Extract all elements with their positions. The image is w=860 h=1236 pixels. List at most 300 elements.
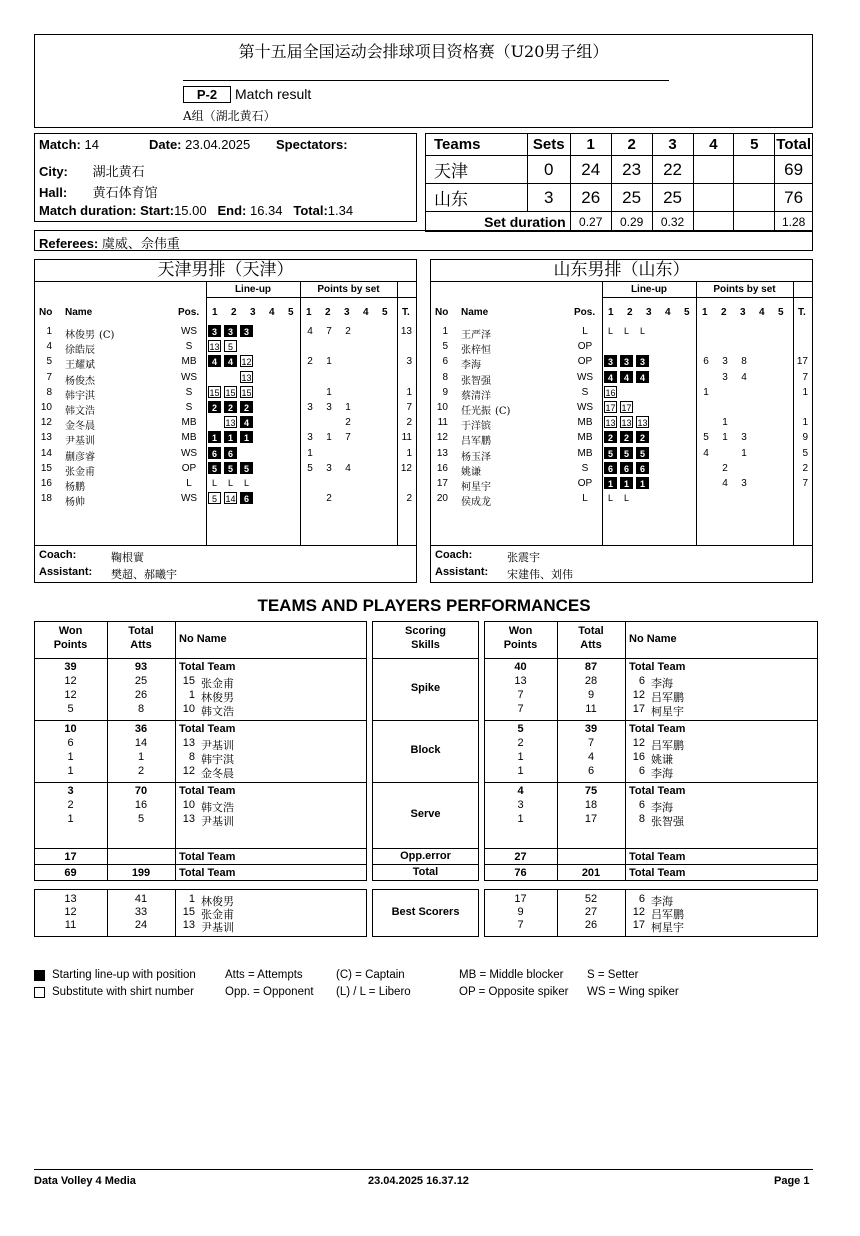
player-position: L <box>582 493 588 505</box>
score-b-set5 <box>734 184 775 212</box>
player-name <box>65 341 99 356</box>
total-team-label: Total Team <box>629 723 686 735</box>
perf-player-number: 10 <box>182 703 195 715</box>
total-team-label: Total Team <box>629 867 686 879</box>
best-player-number: 1 <box>188 893 195 905</box>
total-atts: 87 <box>584 661 598 673</box>
substitute-number: 13 <box>605 418 616 429</box>
player-lineup <box>208 401 256 413</box>
coach-name: 张震宇 <box>507 551 540 564</box>
player-number: 12 <box>40 417 52 429</box>
player-number: 1 <box>46 326 52 337</box>
total-atts: 8 <box>137 703 145 715</box>
libero-mark: L <box>227 478 233 489</box>
libero-mark: L <box>607 493 613 504</box>
player-number: 5 <box>46 356 52 368</box>
player-lineup <box>208 477 256 489</box>
perf-player-number: 17 <box>632 703 645 715</box>
best-col-sep <box>625 889 626 937</box>
best-player-name: 李海 <box>651 895 673 908</box>
best-player-name: 林俊男 <box>201 895 234 908</box>
lineup-header: Line-up <box>630 284 668 295</box>
best-won-points: 9 <box>517 906 524 918</box>
player-position: MB <box>577 447 593 459</box>
player-name-text: 杨鹏 <box>65 482 85 493</box>
set-duration-5 <box>734 212 775 232</box>
best-col-sep <box>557 889 558 937</box>
player-number: 13 <box>40 432 52 444</box>
city-value: 湖北黄石 <box>92 165 145 180</box>
libero-mark: L <box>243 478 249 489</box>
best-col-sep <box>107 889 108 937</box>
player-name-text: 韩宇淇 <box>65 390 95 402</box>
total-team-label: Total Team <box>179 851 236 863</box>
total-team-label: Total Team <box>629 785 686 797</box>
player-name-text: 王严泽 <box>461 330 491 341</box>
won-points: 5 <box>517 723 524 735</box>
end-value: 16.34 <box>249 203 283 218</box>
starting-position: 6 <box>604 462 617 474</box>
player-number: 18 <box>40 493 52 505</box>
won-points: 12 <box>64 675 77 687</box>
player-position: S <box>581 462 589 474</box>
won-points: 1 <box>517 813 524 825</box>
best-total-atts: 27 <box>584 906 598 918</box>
starting-position: 5 <box>620 447 633 459</box>
score-a-set2: 23 <box>611 156 652 184</box>
score-sets-a: 0 <box>527 156 570 184</box>
player-name <box>65 372 99 387</box>
perf-row-sep <box>484 720 818 721</box>
won-points: 27 <box>514 851 527 863</box>
starting-position: 1 <box>240 431 253 443</box>
total-team-label: Total Team <box>179 723 236 735</box>
player-position: S <box>185 341 193 353</box>
points-set-value: 3 <box>307 432 313 444</box>
starting-position: 5 <box>604 447 617 459</box>
assistant-names: 宋建伟、刘伟 <box>507 568 573 581</box>
substitute-number: 13 <box>209 342 220 353</box>
total-team-label: Total Team <box>179 867 236 879</box>
points-set-value: 7 <box>345 432 351 444</box>
libero-mark: L <box>623 493 629 504</box>
starting-position: 4 <box>604 371 617 383</box>
roster-col-sep <box>696 281 697 545</box>
points-set-value: 2 <box>345 326 351 337</box>
perf-table-b <box>484 621 818 881</box>
perf-player-number: 6 <box>638 765 645 777</box>
substitute-number: 14 <box>225 494 236 505</box>
starting-position: 3 <box>620 355 633 367</box>
player-total-points: 11 <box>401 432 412 444</box>
points-set-value: 8 <box>741 356 747 368</box>
points-set-value: 1 <box>326 386 332 398</box>
player-name <box>461 463 485 478</box>
atts-header-1: Total <box>128 625 154 637</box>
player-position: MB <box>181 356 197 368</box>
player-number: 9 <box>442 386 448 398</box>
perf-row-sep <box>484 782 818 783</box>
player-lineup <box>208 431 256 443</box>
starting-position: 1 <box>208 431 221 443</box>
player-total-points: 7 <box>406 402 412 413</box>
player-total-points: 7 <box>802 478 808 489</box>
perf-col-sep <box>557 621 558 881</box>
substitute-number: 15 <box>241 387 252 398</box>
starting-position: 5 <box>224 462 237 474</box>
best-player-number: 15 <box>182 906 195 918</box>
won-points: 7 <box>517 703 524 715</box>
atts-header-2: Atts <box>130 639 152 651</box>
player-lineup <box>208 371 256 383</box>
player-total-points: 2 <box>406 417 412 429</box>
best-col-sep <box>175 889 176 937</box>
substitute-number: 13 <box>621 418 632 429</box>
player-name <box>65 417 99 432</box>
assistant-names: 樊超、郝曦宇 <box>111 568 177 581</box>
player-position: S <box>581 386 589 398</box>
score-b-set4 <box>693 184 734 212</box>
player-lineup <box>208 386 256 398</box>
points-set-header: 5 <box>382 307 388 318</box>
total-atts: 36 <box>134 723 148 735</box>
total-atts: 6 <box>587 765 595 777</box>
player-name <box>461 478 495 493</box>
player-position: OP <box>181 462 197 474</box>
player-name <box>65 493 89 508</box>
player-name-text: 韩文浩 <box>65 406 95 417</box>
legend-libero: (L) / L = Libero <box>336 986 411 998</box>
perf-player-number: 12 <box>182 765 195 777</box>
footer-center: 23.04.2025 16.37.12 <box>368 1175 469 1187</box>
player-position: S <box>185 386 193 398</box>
substitute-swatch <box>34 987 45 998</box>
won-header-1: Won <box>58 625 83 637</box>
skills-column <box>372 621 479 881</box>
substitute-number: 5 <box>208 492 221 504</box>
won-points: 10 <box>64 723 77 735</box>
group-label: A组（湖北黄石） <box>183 109 276 123</box>
best-won-points: 13 <box>64 893 77 905</box>
perf-row-sep <box>484 864 818 865</box>
total-atts: 7 <box>587 737 595 749</box>
best-player-name: 张金甫 <box>201 908 234 921</box>
player-name-text: 蒯彦睿 <box>65 451 95 463</box>
player-name <box>65 463 99 478</box>
player-lineup <box>604 355 652 367</box>
player-position: L <box>186 478 192 489</box>
sets-header: Sets <box>527 134 570 156</box>
won-points: 1 <box>67 751 74 763</box>
perf-row-sep <box>34 720 367 721</box>
perf-row-sep <box>34 864 367 865</box>
substitute-number: 15 <box>225 387 236 398</box>
player-position: MB <box>577 417 593 429</box>
substitute-number: 17 <box>621 403 632 414</box>
player-lineup <box>604 462 652 474</box>
best-scorers-a <box>34 889 367 937</box>
player-position: OP <box>577 341 593 353</box>
player-name <box>461 356 485 371</box>
score-total-a: 69 <box>775 156 813 184</box>
won-header-2: Points <box>503 639 538 651</box>
won-points: 3 <box>517 799 524 811</box>
legend-starting: Starting line-up with position <box>52 969 196 981</box>
skills-header-1: Scoring <box>405 625 446 637</box>
report-code: P-2 <box>183 86 231 103</box>
total-atts: 201 <box>581 867 601 879</box>
perf-row-sep <box>34 782 367 783</box>
starting-position: 6 <box>620 462 633 474</box>
starting-position: 1 <box>636 477 649 489</box>
perf-col-sep <box>175 621 176 881</box>
perf-row-sep <box>34 658 367 659</box>
skill-label-spike: Spike <box>410 682 441 694</box>
player-total-points: 5 <box>802 447 808 459</box>
total-team-label: Total Team <box>629 851 686 863</box>
coach-label: Coach: <box>39 549 77 561</box>
player-total-points: 1 <box>406 447 412 459</box>
set-header-4: 4 <box>693 134 734 156</box>
points-set-value: 1 <box>307 447 313 459</box>
total-atts: 70 <box>134 785 148 797</box>
starting-position: 1 <box>224 431 237 443</box>
set-header-5: 5 <box>734 134 775 156</box>
legend-opp: Opp. = Opponent <box>225 986 314 998</box>
player-position: L <box>582 326 588 337</box>
score-team-b: 山东 <box>426 184 528 212</box>
substitute-number: 13 <box>241 372 252 383</box>
player-name-text: 蔡清洋 <box>461 390 491 402</box>
perf-player-name: 吕军鹏 <box>651 739 684 752</box>
best-total-atts: 33 <box>134 906 148 918</box>
roster-b-body <box>431 281 812 582</box>
substitute-number: 13 <box>225 418 236 429</box>
won-points: 1 <box>67 813 74 825</box>
player-total-points: 17 <box>796 356 808 368</box>
starting-position: 3 <box>224 325 237 337</box>
points-set-header: 4 <box>759 307 765 318</box>
points-set-value: 1 <box>703 386 709 398</box>
perf-player-name: 韩宇淇 <box>201 753 234 766</box>
won-points: 2 <box>517 737 524 749</box>
best-won-points: 11 <box>64 919 77 931</box>
referees-names: 虞威、佘伟重 <box>101 237 180 252</box>
hall-value: 黄石体育馆 <box>92 186 158 201</box>
set-header-2: 2 <box>611 134 652 156</box>
roster-team-a <box>34 259 417 583</box>
set-duration-1: 0.27 <box>570 212 611 232</box>
player-name-text: 侯成龙 <box>461 497 491 509</box>
points-by-set-header: Points by set <box>713 284 776 295</box>
player-name-text: 吕军鹏 <box>461 436 491 448</box>
points-set-header: 5 <box>778 307 784 318</box>
perf-player-number: 16 <box>632 751 645 763</box>
points-set-value: 4 <box>722 478 728 489</box>
starting-position: 3 <box>636 355 649 367</box>
perf-player-name: 李海 <box>651 801 673 814</box>
points-set-value: 2 <box>345 417 351 429</box>
points-set-value: 1 <box>345 402 351 413</box>
lineup-header: Line-up <box>234 284 272 295</box>
duration-label: Match duration: <box>39 203 137 218</box>
total-atts: 9 <box>587 689 595 701</box>
lineup-set-header: 2 <box>231 307 237 318</box>
starting-position: 3 <box>604 355 617 367</box>
legend-captain: (C) = Captain <box>336 969 405 981</box>
player-name <box>461 341 495 356</box>
substitute-number: 15 <box>209 387 220 398</box>
perf-col-sep <box>625 621 626 881</box>
player-position: WS <box>180 447 198 459</box>
points-set-header: 4 <box>363 307 369 318</box>
legend <box>34 969 814 1003</box>
roster-col-sep <box>793 281 794 545</box>
assistant-label: Assistant: <box>39 566 93 578</box>
won-points: 1 <box>67 765 74 777</box>
col-total-header: T. <box>798 307 806 318</box>
player-name <box>461 493 495 508</box>
won-points: 5 <box>67 703 74 715</box>
set-duration-4 <box>693 212 734 232</box>
perf-player-number: 13 <box>182 813 195 825</box>
points-set-value: 3 <box>741 478 747 489</box>
score-total-b: 76 <box>775 184 813 212</box>
player-number: 8 <box>46 386 52 398</box>
points-set-value: 3 <box>741 432 747 444</box>
legend-ws: WS = Wing spiker <box>587 986 679 998</box>
header-box <box>34 34 813 128</box>
player-number: 5 <box>442 341 448 353</box>
player-name <box>461 432 495 447</box>
score-a-set5 <box>734 156 775 184</box>
points-set-value: 2 <box>722 462 728 474</box>
player-lineup <box>604 431 652 443</box>
player-lineup <box>604 386 620 398</box>
player-position: MB <box>181 417 197 429</box>
player-total-points: 2 <box>802 462 808 474</box>
player-number: 1 <box>442 326 448 337</box>
perf-player-name: 金冬晨 <box>201 767 234 780</box>
match-number: 14 <box>84 137 99 152</box>
best-scorers-b <box>484 889 818 937</box>
player-name-text: 李海 <box>461 360 481 372</box>
perf-row-sep <box>372 720 479 721</box>
perf-player-name: 韩文浩 <box>201 801 234 814</box>
lineup-empty <box>208 371 221 383</box>
perf-row-sep <box>372 864 479 865</box>
won-points: 1 <box>517 751 524 763</box>
player-name-text: 金冬晨 <box>65 421 95 433</box>
starting-position: 4 <box>620 371 633 383</box>
roster-bottom-rule <box>35 545 416 546</box>
best-scorers-label: Best Scorers <box>391 906 460 918</box>
coach-label: Coach: <box>435 549 473 561</box>
performances-title: TEAMS AND PLAYERS PERFORMANCES <box>257 596 591 615</box>
player-name-text: 张梓恒 <box>461 345 491 357</box>
lineup-empty <box>208 416 221 428</box>
total-atts: 18 <box>584 799 598 811</box>
player-lineup <box>604 401 636 413</box>
player-position: OP <box>577 356 593 368</box>
roster-col-sep <box>300 281 301 545</box>
skills-header-2: Skills <box>411 639 440 651</box>
col-no-header: No <box>435 307 449 318</box>
player-lineup <box>604 416 652 428</box>
perf-player-number: 6 <box>638 799 645 811</box>
col-pos-header: Pos. <box>178 307 200 318</box>
perf-player-name: 林俊男 <box>201 691 234 704</box>
won-points: 12 <box>64 689 77 701</box>
starting-position: 6 <box>240 492 253 504</box>
report-subtitle: Match result <box>235 86 312 102</box>
roster-col-sep <box>602 281 603 545</box>
team-a-name: 天津男排（天津） <box>35 260 416 282</box>
starting-position: 6 <box>224 447 237 459</box>
total-atts: 5 <box>137 813 145 825</box>
points-set-header: 2 <box>721 307 727 318</box>
player-lineup <box>208 416 256 428</box>
total-atts: 25 <box>134 675 148 687</box>
score-table <box>425 133 813 232</box>
end-label: End: <box>217 203 247 218</box>
col-total-header: T. <box>402 307 410 318</box>
substitute-number: 17 <box>605 403 616 414</box>
date-label: Date: <box>149 137 182 152</box>
player-number: 12 <box>436 432 448 444</box>
player-lineup <box>208 492 256 504</box>
score-a-set1: 24 <box>570 156 611 184</box>
starting-position: 6 <box>208 447 221 459</box>
perf-player-name: 尹基训 <box>201 739 234 752</box>
substitute-number: 5 <box>224 340 237 352</box>
points-set-value: 4 <box>703 447 709 459</box>
points-set-value: 1 <box>722 417 728 429</box>
substitute-number: 13 <box>637 418 648 429</box>
player-name <box>65 356 99 371</box>
match-label: Match: <box>39 137 81 152</box>
player-name <box>65 432 99 447</box>
points-set-value: 1 <box>326 432 332 444</box>
points-set-value: 3 <box>722 371 728 383</box>
total-team-label: Total Team <box>179 785 236 797</box>
player-lineup <box>604 492 636 504</box>
total-atts: 14 <box>134 737 148 749</box>
best-total-atts: 26 <box>584 919 598 931</box>
perf-row-sep <box>372 782 479 783</box>
total-atts: 1 <box>137 751 145 763</box>
points-set-value: 3 <box>307 402 313 413</box>
player-number: 16 <box>436 462 448 474</box>
player-number: 17 <box>436 478 448 489</box>
points-set-value: 4 <box>741 371 747 383</box>
perf-player-name: 李海 <box>651 677 673 690</box>
points-set-header: 3 <box>740 307 746 318</box>
player-position: WS <box>180 326 198 337</box>
points-set-value: 4 <box>307 326 313 337</box>
total-atts: 75 <box>584 785 598 797</box>
perf-player-number: 12 <box>632 737 645 749</box>
assistant-label: Assistant: <box>435 566 489 578</box>
player-position: WS <box>180 371 198 383</box>
player-lineup <box>208 340 240 352</box>
won-header-2: Points <box>53 639 88 651</box>
best-player-number: 17 <box>632 919 645 931</box>
col-name-header: Name <box>65 307 93 318</box>
libero-mark: L <box>639 326 645 337</box>
won-header-1: Won <box>508 625 533 637</box>
footer-right: Page 1 <box>774 1175 810 1187</box>
